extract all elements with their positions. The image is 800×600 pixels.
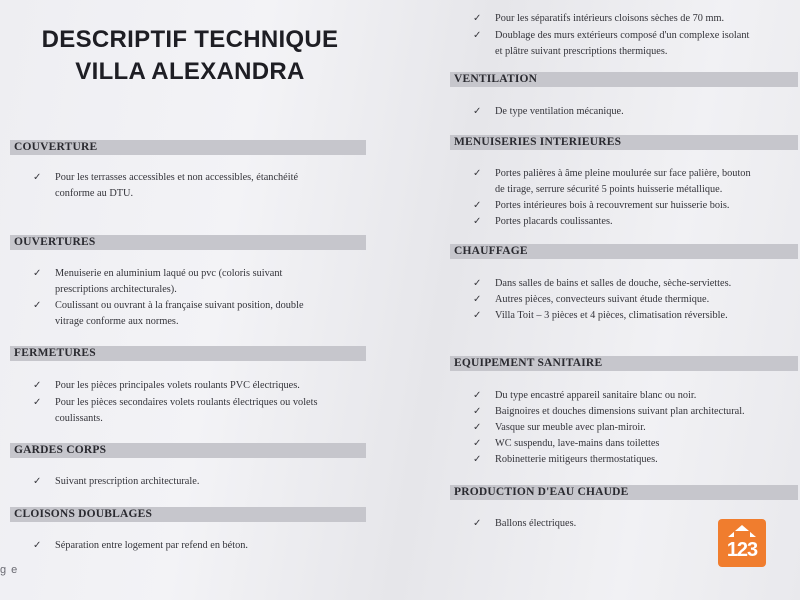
list-item xyxy=(473,420,646,436)
checkmark-icon: ✓ xyxy=(473,200,482,211)
list-item-line: Coulissant ou ouvrant à la française suivant position, double xyxy=(55,300,304,311)
checkmark-icon: ✓ xyxy=(473,310,482,321)
list-item xyxy=(473,516,577,532)
list-item-line: Vasque sur meuble avec plan-miroir. xyxy=(495,422,646,433)
checkmark-icon: ✓ xyxy=(33,540,42,551)
list-item-line: Pour les séparatifs intérieurs cloisons sèches de 70 mm. xyxy=(495,13,725,24)
list-item-line: WC suspendu, lave-mains dans toilettes xyxy=(495,438,660,449)
checkmark-icon: ✓ xyxy=(473,422,482,433)
list-item-line: Villa Toit – 3 pièces et 4 pièces, climatisation réversible. xyxy=(495,310,728,321)
list-item-line: conforme au DTU. xyxy=(55,188,134,199)
list-item-line: Doublage des murs extérieurs composé d'un complexe isolant xyxy=(495,30,750,41)
list-item-line: Portes placards coulissantes. xyxy=(495,216,613,227)
logo-roof-cutout xyxy=(734,531,750,539)
list-item xyxy=(33,474,200,490)
list-item-line: Robinetterie mitigeurs thermostatiques. xyxy=(495,454,658,465)
list-item xyxy=(33,298,304,330)
checkmark-icon: ✓ xyxy=(473,390,482,401)
list-item-line: Ballons électriques. xyxy=(495,518,577,529)
checkmark-icon: ✓ xyxy=(473,278,482,289)
list-item xyxy=(473,166,751,198)
list-item xyxy=(473,198,730,214)
checkmark-icon: ✓ xyxy=(473,294,482,305)
section-heading: OUVERTURES xyxy=(10,235,366,250)
list-item-line: Portes intérieures bois à recouvrement sur huisserie bois. xyxy=(495,200,730,211)
section-heading: VENTILATION xyxy=(450,72,798,87)
logo-text: 123 xyxy=(726,539,758,561)
section-heading: FERMETURES xyxy=(10,346,366,361)
list-item xyxy=(33,395,318,427)
checkmark-icon: ✓ xyxy=(33,380,42,391)
list-item-line: Dans salles de bains et salles de douche, sèche-serviettes. xyxy=(495,278,732,289)
section-heading: GARDES CORPS xyxy=(10,443,366,458)
checkmark-icon: ✓ xyxy=(33,300,42,311)
section-heading: PRODUCTION D'EAU CHAUDE xyxy=(450,485,798,500)
list-item-line: coulissants. xyxy=(55,413,103,424)
list-item-line: et plâtre suivant prescriptions thermiques. xyxy=(495,46,668,57)
list-item xyxy=(473,104,624,120)
checkmark-icon: ✓ xyxy=(473,518,482,529)
checkmark-icon: ✓ xyxy=(473,454,482,465)
list-item-line: Pour les pièces secondaires volets roulants électriques ou volets xyxy=(55,397,318,408)
checkmark-icon: ✓ xyxy=(473,438,482,449)
section-heading: MENUISERIES INTERIEURES xyxy=(450,135,798,150)
section-heading: CHAUFFAGE xyxy=(450,244,798,259)
footer-text: g e xyxy=(0,564,19,576)
list-item xyxy=(473,11,725,27)
list-item-line: Autres pièces, convecteurs suivant étude thermique. xyxy=(495,294,710,305)
list-item xyxy=(473,436,660,452)
list-item-line: vitrage conforme aux normes. xyxy=(55,316,179,327)
list-item xyxy=(473,292,710,308)
list-item xyxy=(473,388,697,404)
title-line-1: DESCRIPTIF TECHNIQUE xyxy=(41,26,339,53)
checkmark-icon: ✓ xyxy=(33,268,42,279)
list-item xyxy=(473,404,745,420)
list-item-line: Séparation entre logement par refend en béton. xyxy=(55,540,248,551)
document-title xyxy=(20,24,360,88)
list-item xyxy=(33,266,283,298)
brand-logo xyxy=(718,519,766,567)
list-item xyxy=(473,214,613,230)
checkmark-icon: ✓ xyxy=(473,168,482,179)
list-item xyxy=(473,452,658,468)
list-item-line: Suivant prescription architecturale. xyxy=(55,476,200,487)
list-item xyxy=(473,276,732,292)
checkmark-icon: ✓ xyxy=(473,216,482,227)
list-item xyxy=(33,378,300,394)
section-heading: COUVERTURE xyxy=(10,140,366,155)
list-item-line: Pour les terrasses accessibles et non accessibles, étanchéité xyxy=(55,172,299,183)
checkmark-icon: ✓ xyxy=(473,106,482,117)
list-item-line: De type ventilation mécanique. xyxy=(495,106,624,117)
title-line-2: VILLA ALEXANDRA xyxy=(75,58,305,85)
list-item xyxy=(473,28,750,60)
checkmark-icon: ✓ xyxy=(473,406,482,417)
list-item xyxy=(33,538,248,554)
checkmark-icon: ✓ xyxy=(33,397,42,408)
list-item-line: Menuiserie en aluminium laqué ou pvc (coloris suivant xyxy=(55,268,283,279)
checkmark-icon: ✓ xyxy=(473,30,482,41)
list-item-line: de tirage, serrure sécurité 5 points huisserie métallique. xyxy=(495,184,723,195)
list-item xyxy=(33,170,299,202)
section-heading: CLOISONS DOUBLAGES xyxy=(10,507,366,522)
checkmark-icon: ✓ xyxy=(33,172,42,183)
list-item-line: Portes palières à âme pleine moulurée sur face palière, bouton xyxy=(495,168,751,179)
list-item-line: Du type encastré appareil sanitaire blanc ou noir. xyxy=(495,390,697,401)
section-heading: EQUIPEMENT SANITAIRE xyxy=(450,356,798,371)
checkmark-icon: ✓ xyxy=(473,13,482,24)
list-item xyxy=(473,308,728,324)
list-item-line: prescriptions architecturales). xyxy=(55,284,177,295)
checkmark-icon: ✓ xyxy=(33,476,42,487)
list-item-line: Baignoires et douches dimensions suivant plan architectural. xyxy=(495,406,745,417)
list-item-line: Pour les pièces principales volets roulants PVC électriques. xyxy=(55,380,300,391)
